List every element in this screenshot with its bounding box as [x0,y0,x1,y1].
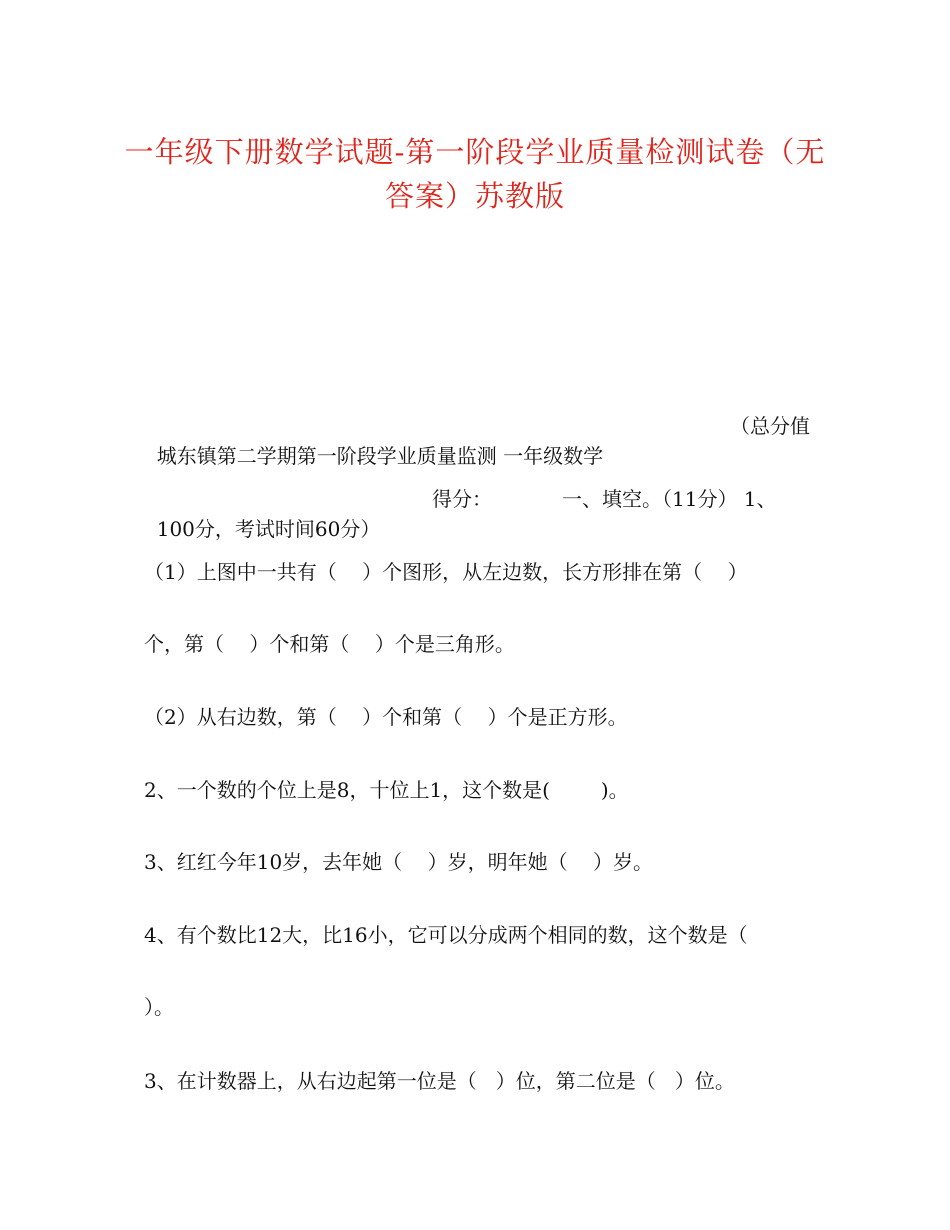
question-5: 3、在计数器上，从右边起第一位是（ ）位，第二位是（ ）位。 [144,1069,735,1093]
question-1-part-1-line-a: （1）上图中一共有（ ）个图形，从左边数，长方形排在第（ ） [144,560,748,584]
question-4-line-b: ）。 [144,995,174,1019]
question-4-line-a: 4、有个数比12大，比16小，它可以分成两个相同的数，这个数是（ [144,923,748,947]
question-1-part-1-line-b: 个，第（ ）个和第（ ）个是三角形。 [144,632,515,656]
exam-duration-text: 100分，考试时间60分） [156,517,381,541]
question-1-part-2: （2）从右边数，第（ ）个和第（ ）个是正方形。 [144,705,628,729]
question-3: 3、红红今年10岁，去年她（ ）岁，明年她（ ）岁。 [144,850,654,874]
question-2: 2、一个数的个位上是8，十位上1，这个数是( )。 [144,778,629,802]
document-title-line-2: 答案）苏教版 [384,179,565,213]
exam-header-text: 城东镇第二学期第一阶段学业质量监测 一年级数学 [156,444,604,468]
section-heading: 一、填空。（11分） 1、 [562,487,777,511]
document-title-line-1: 一年级下册数学试题-第一阶段学业质量检测试卷（无 [124,135,826,169]
score-label: 得分： [432,487,492,511]
total-score-label: （总分值 [730,414,810,438]
